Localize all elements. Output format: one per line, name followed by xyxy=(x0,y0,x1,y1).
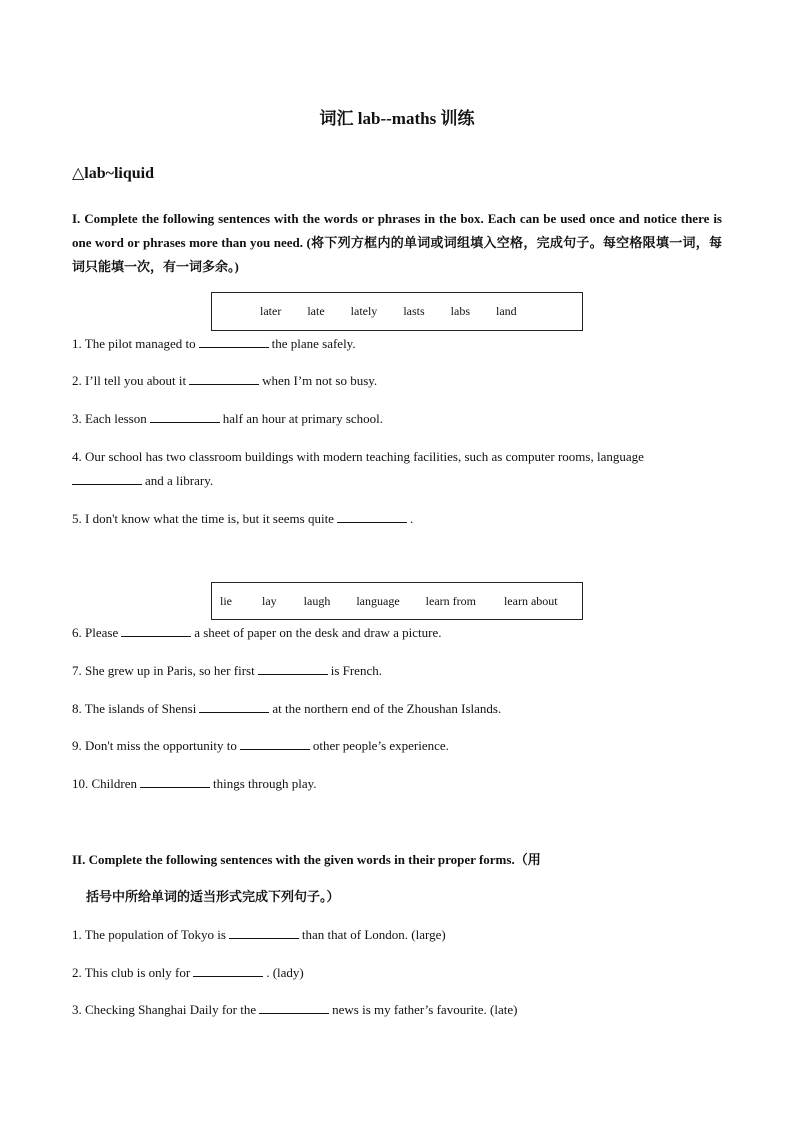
part2-instruction-line2: 括号中所给单词的适当形式完成下列句子。） xyxy=(86,889,340,904)
answer-blank[interactable] xyxy=(229,926,299,939)
question-text: is French. xyxy=(330,663,382,678)
page-title: 词汇 lab--maths 训练 xyxy=(319,109,475,128)
part1-instruction-zh: (将下列方框内的单词或词组填入空格，完成句子。每空格限填一词，每词只能填一次，有一词多余。) xyxy=(72,235,722,274)
question-text: when I’m not so busy. xyxy=(262,373,378,388)
question-1 xyxy=(72,332,356,356)
question-text: . xyxy=(409,511,414,526)
question-text: . (lady) xyxy=(266,965,304,980)
answer-blank[interactable] xyxy=(337,510,407,523)
question-7 xyxy=(72,659,382,683)
question-10 xyxy=(72,772,317,796)
question-text: 8. The islands of Shensi xyxy=(72,701,197,716)
answer-blank[interactable] xyxy=(72,472,142,485)
question-text: 1. The pilot managed to xyxy=(72,336,196,351)
part1-instruction xyxy=(72,207,722,279)
answer-blank[interactable] xyxy=(199,335,269,348)
answer-blank[interactable] xyxy=(140,775,210,788)
box2-word: lay xyxy=(262,593,277,608)
question-text: 6. Please xyxy=(72,625,119,640)
box1-word: land xyxy=(496,304,517,318)
question-text: 7. She grew up in Paris, so her first xyxy=(72,663,255,678)
question-text: 2. This club is only for xyxy=(72,965,191,980)
question-text: at the northern end of the Zhoushan Islands. xyxy=(272,701,502,716)
question-2 xyxy=(72,369,377,393)
question-6 xyxy=(72,621,441,645)
box2-word: laugh xyxy=(303,593,331,608)
question-text: things through play. xyxy=(213,776,317,791)
answer-blank[interactable] xyxy=(150,410,220,423)
question-text: 4. Our school has two classroom buildings with modern teaching facilities, such as computer rooms, language xyxy=(72,449,644,464)
box2-word: lie xyxy=(220,593,232,608)
question-text: and a library. xyxy=(145,473,214,488)
question-text: a sheet of paper on the desk and draw a picture. xyxy=(194,625,442,640)
box1-word: lasts xyxy=(403,304,425,318)
question-8 xyxy=(72,697,501,721)
box1-word: labs xyxy=(450,304,470,318)
question-text: news is my father’s favourite. (late) xyxy=(332,1002,518,1017)
box1-word: late xyxy=(307,304,325,318)
box2-word: learn from xyxy=(425,593,476,608)
question-text: the plane safely. xyxy=(271,336,356,351)
question-text: half an hour at primary school. xyxy=(222,411,384,426)
question-3 xyxy=(72,407,383,431)
box1-word: later xyxy=(260,304,282,318)
answer-blank[interactable] xyxy=(199,700,269,713)
question-text: other people’s experience. xyxy=(312,738,449,753)
answer-blank[interactable] xyxy=(193,964,263,977)
answer-blank[interactable] xyxy=(240,737,310,750)
part2-question-3 xyxy=(72,998,517,1022)
question-9 xyxy=(72,734,449,758)
question-text: 3. Each lesson xyxy=(72,411,147,426)
box2-word: language xyxy=(356,593,400,608)
part2-question-2 xyxy=(72,961,304,985)
word-box-1 xyxy=(211,292,583,331)
question-4 xyxy=(72,445,722,493)
part1-instruction-en: I. Complete the following sentences with the words or phrases in the box. Each can be used once and notice there is one word or phrases more than you need. xyxy=(72,211,722,250)
answer-blank[interactable] xyxy=(258,662,328,675)
question-text: 1. The population of Tokyo is xyxy=(72,927,226,942)
question-text: than that of London. (large) xyxy=(301,927,446,942)
box1-word: lately xyxy=(350,304,378,318)
section-heading: △lab~liquid xyxy=(72,165,154,182)
word-box-2 xyxy=(211,582,583,620)
answer-blank[interactable] xyxy=(259,1001,329,1014)
answer-blank[interactable] xyxy=(189,372,259,385)
part2-instruction-line1: II. Complete the following sentences with the given words in their proper forms.（用 xyxy=(72,852,541,867)
box2-word: learn about xyxy=(503,593,558,608)
question-text: 2. I’ll tell you about it xyxy=(72,373,187,388)
question-text: 5. I don't know what the time is, but it seems quite xyxy=(72,511,334,526)
answer-blank[interactable] xyxy=(121,624,191,637)
question-text: 10. Children xyxy=(72,776,137,791)
question-5 xyxy=(72,507,413,531)
question-text: 9. Don't miss the opportunity to xyxy=(72,738,237,753)
part2-question-1 xyxy=(72,923,446,947)
question-text: 3. Checking Shanghai Daily for the xyxy=(72,1002,257,1017)
